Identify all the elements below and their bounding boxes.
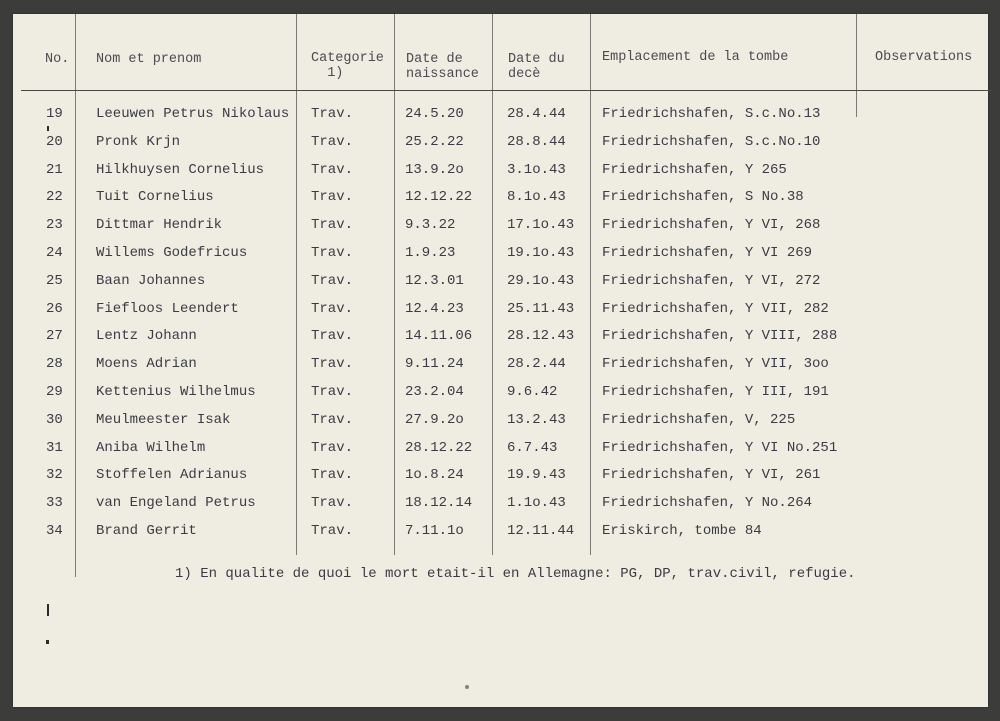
row-death-date: 28.12.43 [507,328,575,345]
row-number: 34 [46,523,63,539]
ink-mark [47,604,49,616]
row-birth-date: 9.3.22 [405,217,456,234]
row-birth-date: 24.5.20 [405,106,464,122]
row-number: 27 [46,328,63,345]
row-name: Stoffelen Adrianus [96,467,248,484]
row-death-date: 19.1o.43 [507,245,575,261]
row-name: Dittmar Hendrik [96,217,223,234]
row-birth-date: 25.2.22 [405,133,464,150]
row-birth-date: 13.9.2o [405,161,464,178]
row-number: 32 [46,467,63,484]
row-death-date: 17.1o.43 [507,217,575,234]
ink-mark [465,685,469,689]
row-grave-location: Friedrichshafen, S No.38 [602,189,804,206]
row-number: 23 [46,217,63,234]
row-category: Trav. [311,106,354,122]
row-birth-date: 28.12.22 [405,439,473,456]
row-death-date: 6.7.43 [507,439,558,456]
column-divider [75,14,76,577]
row-number: 26 [46,300,63,317]
row-number: 31 [46,439,63,456]
row-death-date: 13.2.43 [507,411,566,428]
row-category: Trav. [311,328,354,345]
header-category: Categorie 1) [311,51,384,81]
row-name: Meulmeester Isak [96,411,231,428]
row-number: 29 [46,384,63,400]
row-name: Pronk Krjn [96,133,181,150]
row-death-date: 28.2.44 [507,356,566,373]
row-category: Trav. [311,300,354,317]
row-death-date: 3.1o.43 [507,161,566,178]
row-death-date: 12.11.44 [507,523,575,539]
row-grave-location: Eriskirch, tombe 84 [602,523,762,539]
row-category: Trav. [311,161,354,178]
row-name: Moens Adrian [96,356,197,373]
row-death-date: 25.11.43 [507,300,575,317]
row-number: 28 [46,356,63,373]
row-category: Trav. [311,384,354,400]
row-death-date: 8.1o.43 [507,189,566,206]
row-name: Hilkhuysen Cornelius [96,161,265,178]
row-grave-location: Friedrichshafen, Y VI, 261 [602,467,821,484]
row-grave-location: Friedrichshafen, S.c.No.13 [602,106,821,122]
header-rule [21,90,991,91]
header-death-date: Date du decè [508,52,565,82]
row-category: Trav. [311,245,354,261]
header-no: No. [45,52,70,67]
column-divider [394,14,395,555]
row-category: Trav. [311,495,354,512]
row-category: Trav. [311,189,354,206]
row-name: van Engeland Petrus [96,495,256,512]
row-grave-location: Friedrichshafen, Y VII, 3oo [602,356,829,373]
row-category: Trav. [311,411,354,428]
row-birth-date: 1o.8.24 [405,467,464,484]
row-death-date: 29.1o.43 [507,272,575,289]
row-category: Trav. [311,133,354,150]
row-name: Tuit Cornelius [96,189,214,206]
column-divider [590,14,591,555]
row-death-date: 28.4.44 [507,106,566,122]
row-birth-date: 1.9.23 [405,245,456,261]
header-birth-date: Date de naissance [406,52,479,82]
row-grave-location: Friedrichshafen, Y VI, 268 [602,217,821,234]
row-birth-date: 7.11.1o [405,523,464,539]
row-number: 22 [46,189,63,206]
header-name: Nom et prenom [96,52,202,67]
header-observations: Observations [875,50,973,65]
row-name: Leeuwen Petrus Nikolaus [96,106,290,122]
row-birth-date: 12.12.22 [405,189,473,206]
row-number: 33 [46,495,63,512]
row-name: Lentz Johann [96,328,197,345]
row-number: 30 [46,411,63,428]
column-divider [492,14,493,555]
row-name: Aniba Wilhelm [96,439,206,456]
row-grave-location: Friedrichshafen, Y VI 269 [602,245,813,261]
row-birth-date: 14.11.06 [405,328,473,345]
row-death-date: 28.8.44 [507,133,566,150]
row-death-date: 9.6.42 [507,384,558,400]
row-grave-location: Friedrichshafen, Y VI, 272 [602,272,821,289]
row-birth-date: 27.9.2o [405,411,464,428]
row-number: 21 [46,161,63,178]
row-birth-date: 9.11.24 [405,356,464,373]
row-birth-date: 12.4.23 [405,300,464,317]
row-death-date: 1.1o.43 [507,495,566,512]
document-card [13,14,988,707]
row-birth-date: 12.3.01 [405,272,464,289]
ink-mark [46,640,49,644]
row-name: Brand Gerrit [96,523,197,539]
row-grave-location: Friedrichshafen, Y VIII, 288 [602,328,838,345]
row-category: Trav. [311,356,354,373]
row-grave-location: Friedrichshafen, Y VI No.251 [602,439,838,456]
row-number: 19 [46,106,63,122]
ink-mark [47,126,49,131]
row-category: Trav. [311,467,354,484]
row-category: Trav. [311,523,354,539]
row-grave-location: Friedrichshafen, Y 265 [602,161,787,178]
row-number: 24 [46,245,63,261]
row-death-date: 19.9.43 [507,467,566,484]
row-name: Kettenius Wilhelmus [96,384,256,400]
row-category: Trav. [311,217,354,234]
row-grave-location: Friedrichshafen, Y No.264 [602,495,813,512]
row-grave-location: Friedrichshafen, V, 225 [602,411,796,428]
row-grave-location: Friedrichshafen, Y VII, 282 [602,300,829,317]
footnote: 1) En qualite de quoi le mort etait-il en Allemagne: PG, DP, trav.civil, refugie. [175,566,856,582]
column-divider [856,14,857,117]
header-grave-location: Emplacement de la tombe [602,50,789,65]
row-grave-location: Friedrichshafen, Y III, 191 [602,384,829,400]
row-name: Fiefloos Leendert [96,300,239,317]
row-grave-location: Friedrichshafen, S.c.No.10 [602,133,821,150]
column-divider [296,14,297,555]
row-birth-date: 23.2.04 [405,384,464,400]
row-category: Trav. [311,272,354,289]
row-category: Trav. [311,439,354,456]
row-name: Willems Godefricus [96,245,248,261]
row-name: Baan Johannes [96,272,206,289]
row-birth-date: 18.12.14 [405,495,473,512]
row-number: 25 [46,272,63,289]
row-number: 20 [46,133,63,150]
